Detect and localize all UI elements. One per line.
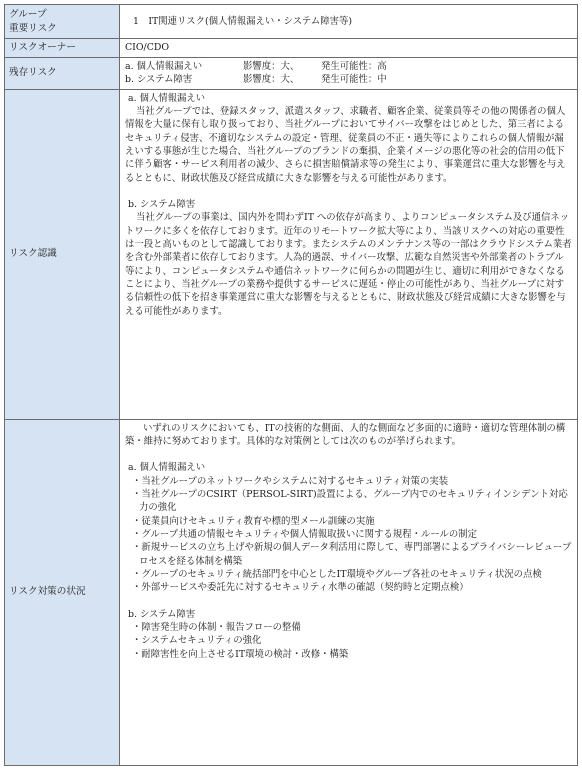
risk-table: [4, 4, 578, 766]
row-countermeasures: [5, 419, 578, 765]
row-group-risk: [5, 5, 578, 39]
recognition-value: [120, 89, 578, 419]
group-risk-title: 1 IT関連リスク(個人情報漏えい・システム障害等): [133, 15, 352, 27]
group-label-line1: グループ: [9, 8, 47, 20]
recognition-a-text: 当社グループでは、登録スタッフ、派遣スタッフ、求職者、顧客企業、従業員等その他の関係者の個人情報を大量に保有し取り扱っており、当社グループにおいてサイバー攻撃をはじめとした、第三者によるセキュリティ侵害、不適切なシステムの設定・管理、従業員の不正・過失等によりこれらの個人情報が漏えいする事態が生じた場合、当社グループのブランドの棄損、企業イメージの悪化等の社会的信用の低下に伴う顧客・サービス利用者の減少、さらに損害賠償請求等の発生により、事業運営に重大な影響を与えるとともに、財政状態及び経営成績に大きな影響を与える可能性があります。: [125, 105, 566, 184]
list-item: ・グループ共通の情報セキュリティや個人情報取扱いに関する規程・ルールの制定: [132, 529, 478, 541]
group-label-line2: 重要リスク: [9, 22, 57, 34]
owner-value: CIO/CDO: [120, 39, 578, 58]
residual-label: 残存リスク: [5, 57, 120, 89]
list-item: ・新規サービスの立ち上げや新規の個人データ利活用に際して、専門部署によるプライバシーレビュープロセスを経る体制を構築: [132, 542, 572, 567]
list-item: ・システムセキュリティの強化: [132, 635, 262, 647]
list-item: ・耐障害性を向上させるIT環境の検討・改修・構築: [132, 648, 349, 660]
group-risk-value: [120, 5, 578, 39]
list-item: ・グループのセキュリティ統括部門を中心としたIT環境やグループ各社のセキュリティ状況の点検: [132, 569, 542, 581]
group-risk-label: [5, 5, 120, 39]
row-recognition: [5, 89, 578, 419]
row-residual: [5, 57, 578, 89]
residual-b-name: b. システム障害: [125, 74, 193, 86]
list-item: ・当社グループのネットワークやシステムに対するセキュリティ対策の実装: [132, 475, 449, 487]
owner-label: リスクオーナー: [5, 39, 120, 58]
row-owner: [5, 39, 578, 58]
list-item: ・障害発生時の体制・報告フローの整備: [132, 622, 301, 634]
risk-document: [4, 4, 578, 766]
residual-a-name: a. 個人情報漏えい: [125, 60, 203, 72]
residual-value: [120, 57, 578, 89]
countermeasures-b-title: b. システム障害: [128, 608, 196, 620]
residual-a-impact: 影響度：大、: [243, 60, 300, 72]
residual-a-possibility: 発生可能性：高: [321, 60, 387, 72]
residual-b-impact: 影響度：大、: [243, 74, 300, 86]
residual-b-possibility: 発生可能性：中: [321, 74, 387, 86]
countermeasures-value: [120, 419, 578, 765]
list-item: ・当社グループのCSIRT（PERSOL-SIRT)設置による、グループ内でのセキュリティインシデント対応力の強化: [132, 488, 568, 514]
recognition-b-title: b. システム障害: [128, 199, 196, 211]
list-item: ・従業員向けセキュリティ教育や標的型メール訓練の実施: [132, 515, 375, 527]
countermeasures-intro: いずれのリスクにおいても、ITの技術的な側面、人的な側面など多面的に適時・適切な管理体制の構築・維持に努めております。具体的な対策例としては次のものが挙げられます。: [125, 422, 566, 447]
countermeasures-b-list: [125, 621, 572, 661]
list-item: ・外部サービスや委託先に対するセキュリティ水準の確認（契約時と定期点検）: [132, 582, 469, 594]
countermeasures-a-title: a. 個人情報漏えい: [128, 462, 206, 474]
recognition-label: リスク認識: [5, 89, 120, 419]
countermeasures-a-list: [125, 475, 572, 595]
recognition-b-text: 当社グループの事業は、国内外を問わずIT への依存が高まり、よりコンピュータシステム及び通信ネットワークに多くを依存しております。近年のリモートワーク拡大等により、当該リスクへの対応の重要性は一段と高いものとして認識しております。またシステムのメンテナンス等の一部はクラウドシステム業者を含む外部業者に依存しております。人為的過誤、サイバー攻撃、広範な自然災害や外部業者のトラブル等により、コンピュータシステムや通信ネットワークに何らかの問題が生じ、適切に利用ができなくなることにより、当社グループの業務や提供するサービスに遅延・停止の可能性があり、当社グループに対する信頼性の低下を招き事業運営に重大な影響を与えるとともに、財政状態及び経営成績に大きな影響を与える可能性があります。: [125, 212, 572, 317]
residual-row-a: [125, 60, 572, 73]
recognition-a-title: a. 個人情報漏えい: [128, 92, 206, 104]
countermeasures-label: リスク対策の状況: [5, 419, 120, 765]
residual-row-b: [125, 73, 572, 86]
